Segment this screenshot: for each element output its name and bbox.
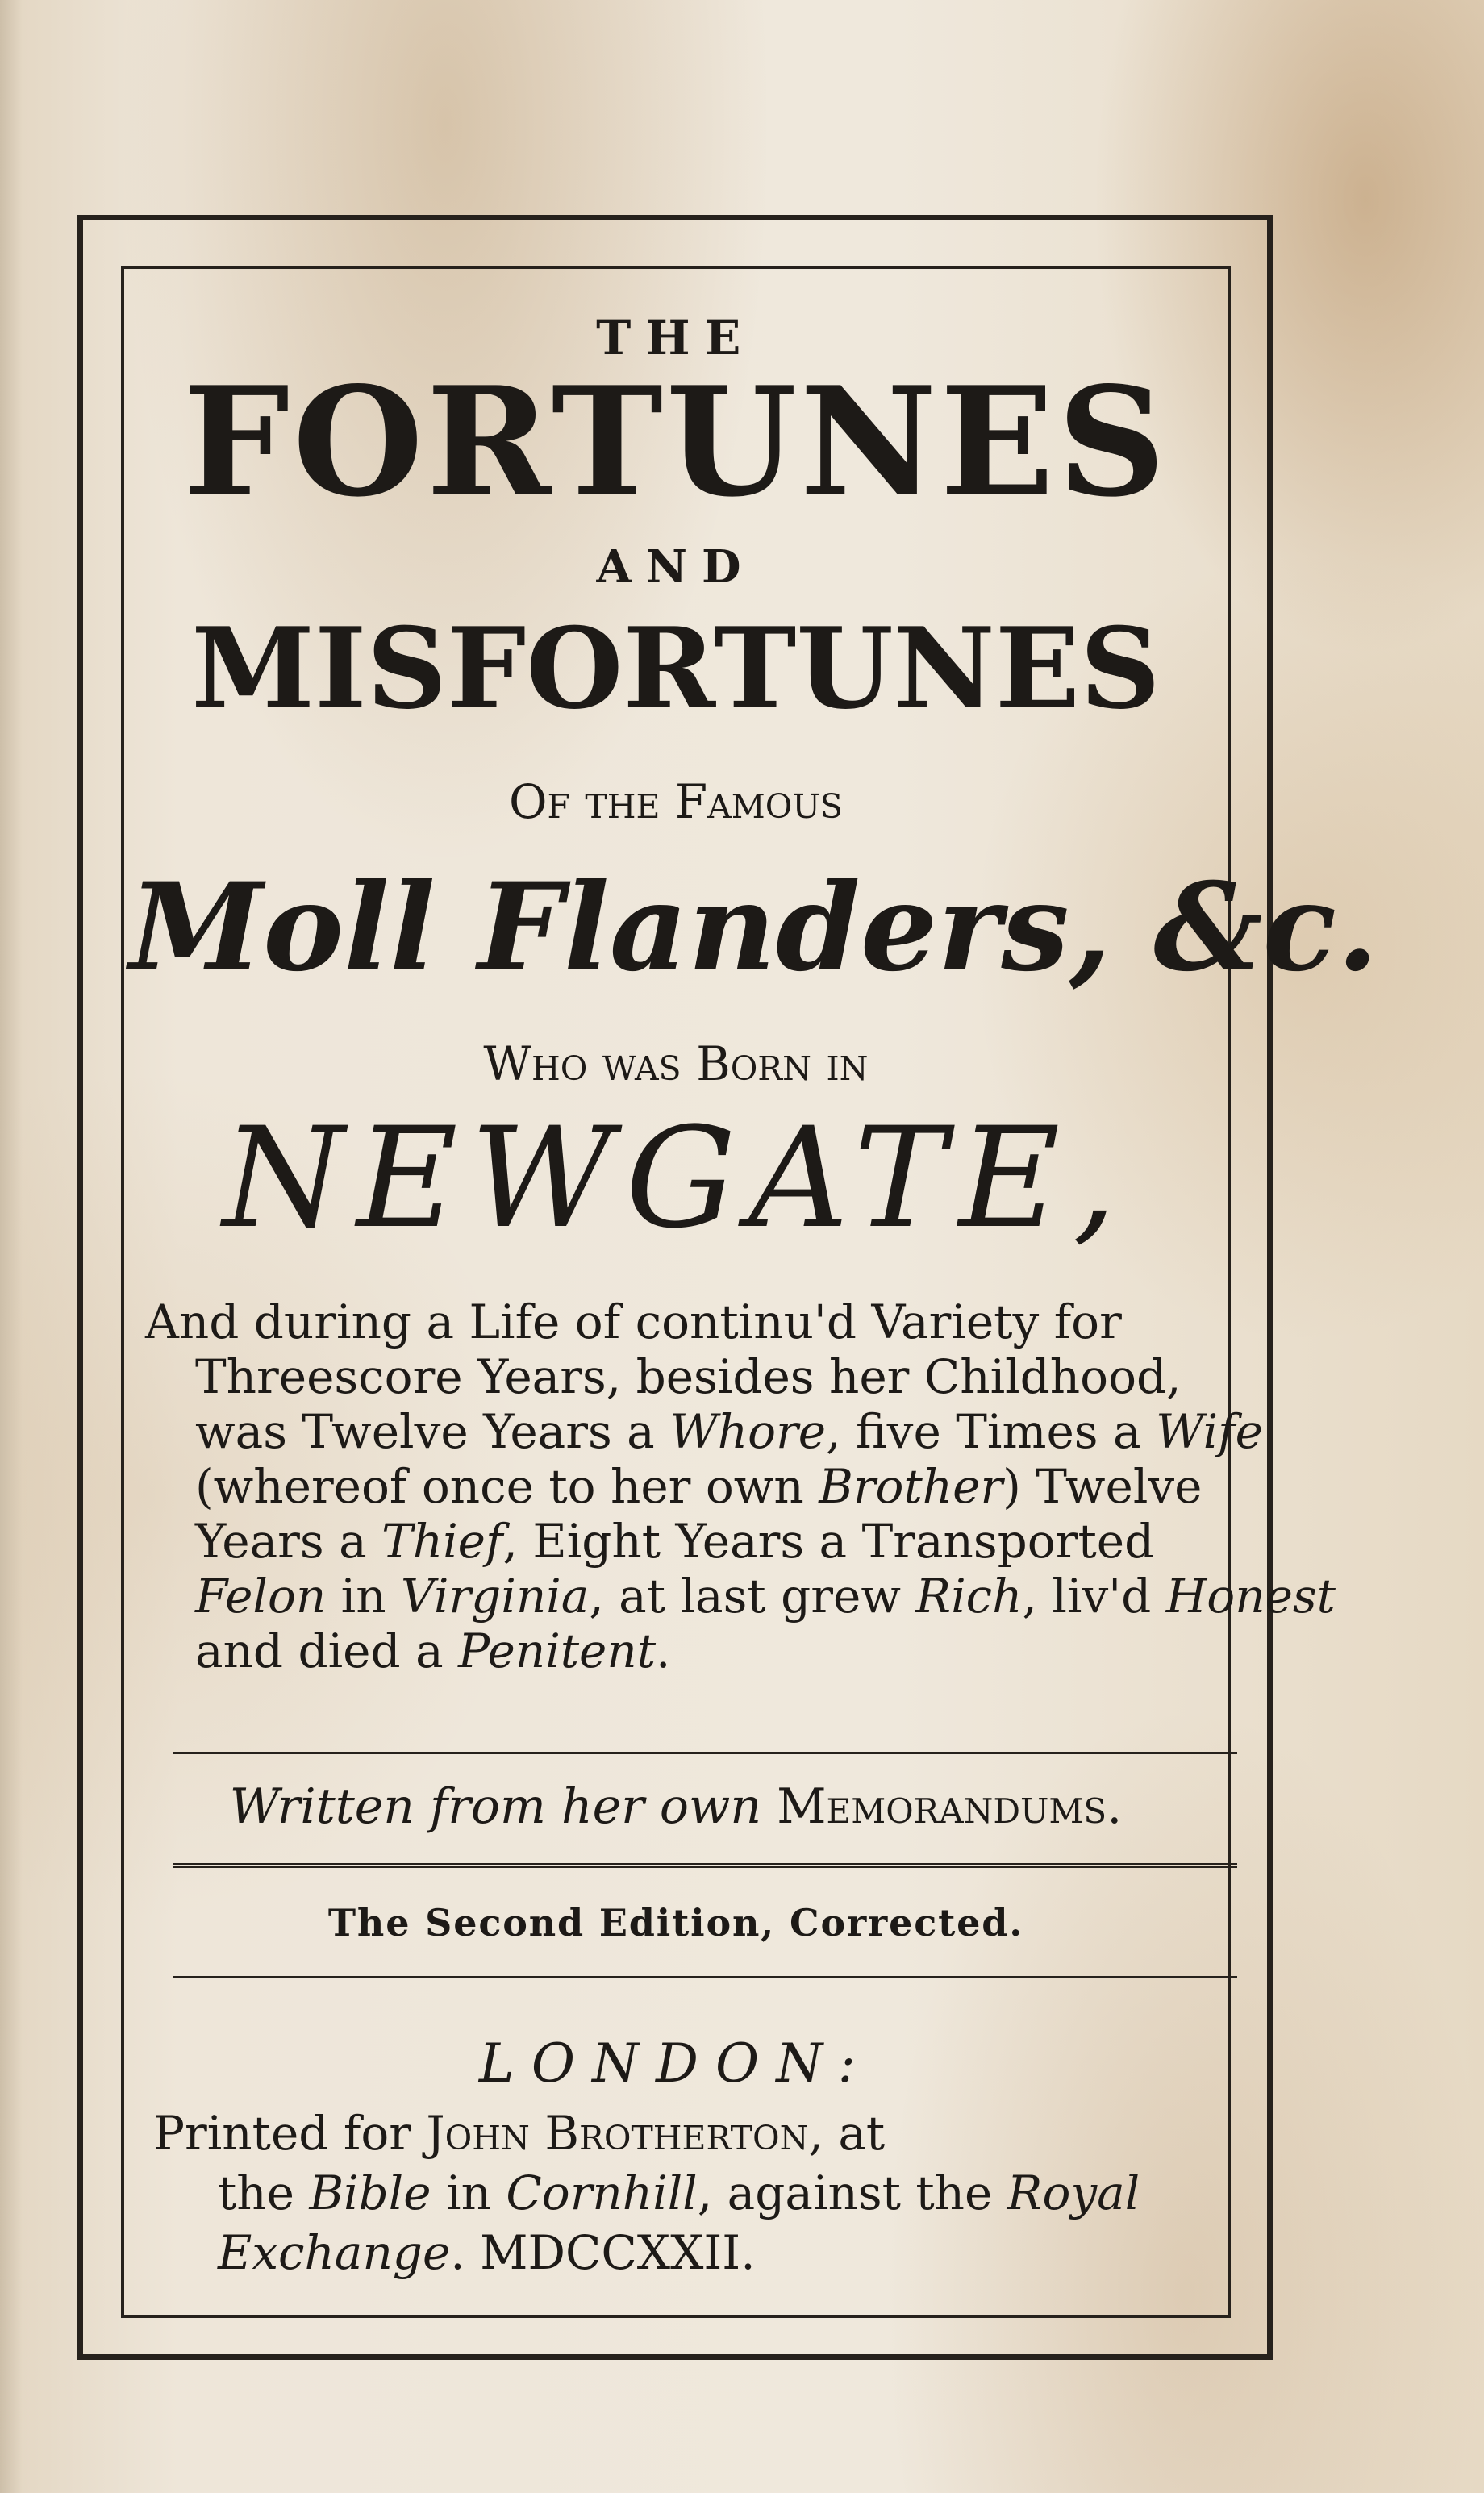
description-line: Years a Thief, Eight Years a Transported (195, 1514, 1155, 1569)
title-the: THE (596, 311, 756, 365)
title-moll-flanders: Moll Flanders, &c. (129, 857, 1379, 998)
written-from-memorandums: Written from her own Memorandums. (229, 1778, 1123, 1835)
subtitle-who-was-born-in: Who was Born in (483, 1036, 869, 1091)
imprint-line: Printed for John Brotherton, at (153, 2106, 886, 2161)
subtitle-of-the-famous: Of the Famous (509, 774, 843, 829)
description-line: was Twelve Years a Whore, five Times a Wife (195, 1404, 1263, 1459)
imprint-line: Exchange. MDCCXXII. (218, 2225, 756, 2280)
imprint-line: the Bible in Cornhill, against the Royal (218, 2166, 1140, 2220)
description-paragraph (145, 1294, 1336, 1678)
imprint-city: LONDON: (478, 2032, 873, 2095)
description-line: Threescore Years, besides her Childhood, (195, 1349, 1182, 1404)
rule-divider (173, 1752, 1237, 1754)
edition-note: The Second Edition, Corrected. (327, 1901, 1024, 1945)
rule-divider (173, 1863, 1237, 1868)
description-line: (whereof once to her own Brother) Twelve (195, 1459, 1203, 1514)
title-newgate: NEWGATE, (223, 1097, 1129, 1259)
title-and: AND (596, 540, 756, 594)
description-line: And during a Life of continu'd Variety for (145, 1294, 1122, 1349)
title-misfortunes: MISFORTUNES (191, 602, 1161, 734)
title-fortunes: FORTUNES (183, 353, 1169, 530)
page-gutter-shadow (0, 0, 23, 2493)
imprint-block (153, 2103, 1250, 2282)
rule-divider (173, 1976, 1237, 1978)
description-line: Felon in Virginia, at last grew Rich, liv'd Honest (195, 1569, 1336, 1624)
description-line: and died a Penitent. (195, 1624, 671, 1678)
